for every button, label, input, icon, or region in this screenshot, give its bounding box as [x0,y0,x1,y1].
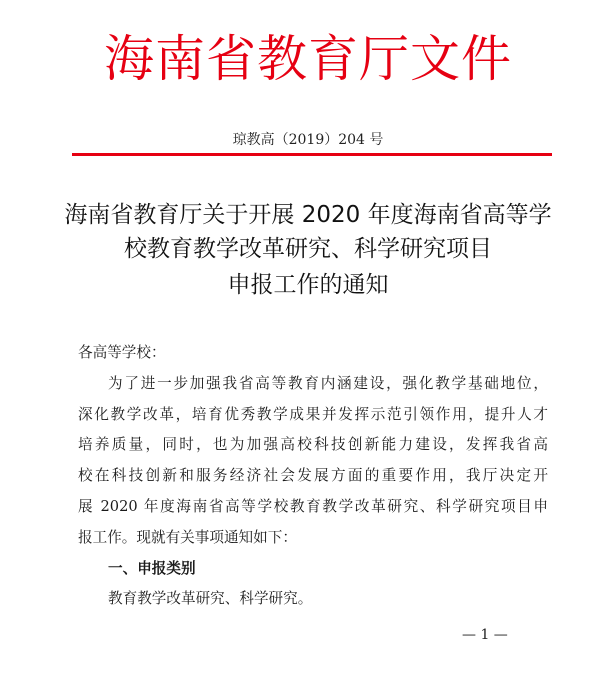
document-number: 琼教高（2019）204 号 [232,132,384,148]
section-text: 教育教学改革研究、科学研究。 [108,590,313,608]
paragraph-line: 为了进一步加强我省高等教育内涵建设，强化教学基础地位， [108,374,548,392]
paragraph-line: 培养质量，同时，也为加强高校科技创新能力建设，发挥我省高 [78,436,548,454]
paragraph-line: 深化教学改革，培育优秀教学成果并发挥示范引领作用，提升人才 [78,405,548,423]
paragraph-line: 展 2020 年度海南省高等学校教育教学改革研究、科学研究项目申 [78,497,548,515]
section-heading: 一、申报类别 [108,559,196,577]
title-line-1: 海南省教育厅关于开展 2020 年度海南省高等学 [64,202,552,228]
title-line-2: 校教育教学改革研究、科学研究项目 [124,236,492,262]
page-number: — 1 — [462,627,508,643]
paragraph-line: 校在科技创新和服务经济社会发展方面的重要作用，我厅决定开 [78,467,548,485]
title-line-3: 申报工作的通知 [227,272,389,298]
document-body [78,338,548,615]
document-masthead: 海南省教育厅文件 [104,30,512,88]
salutation: 各高等学校： [78,344,166,361]
paragraph-line: 报工作。现就有关事项通知如下： [78,528,297,546]
red-divider-line [72,153,552,156]
